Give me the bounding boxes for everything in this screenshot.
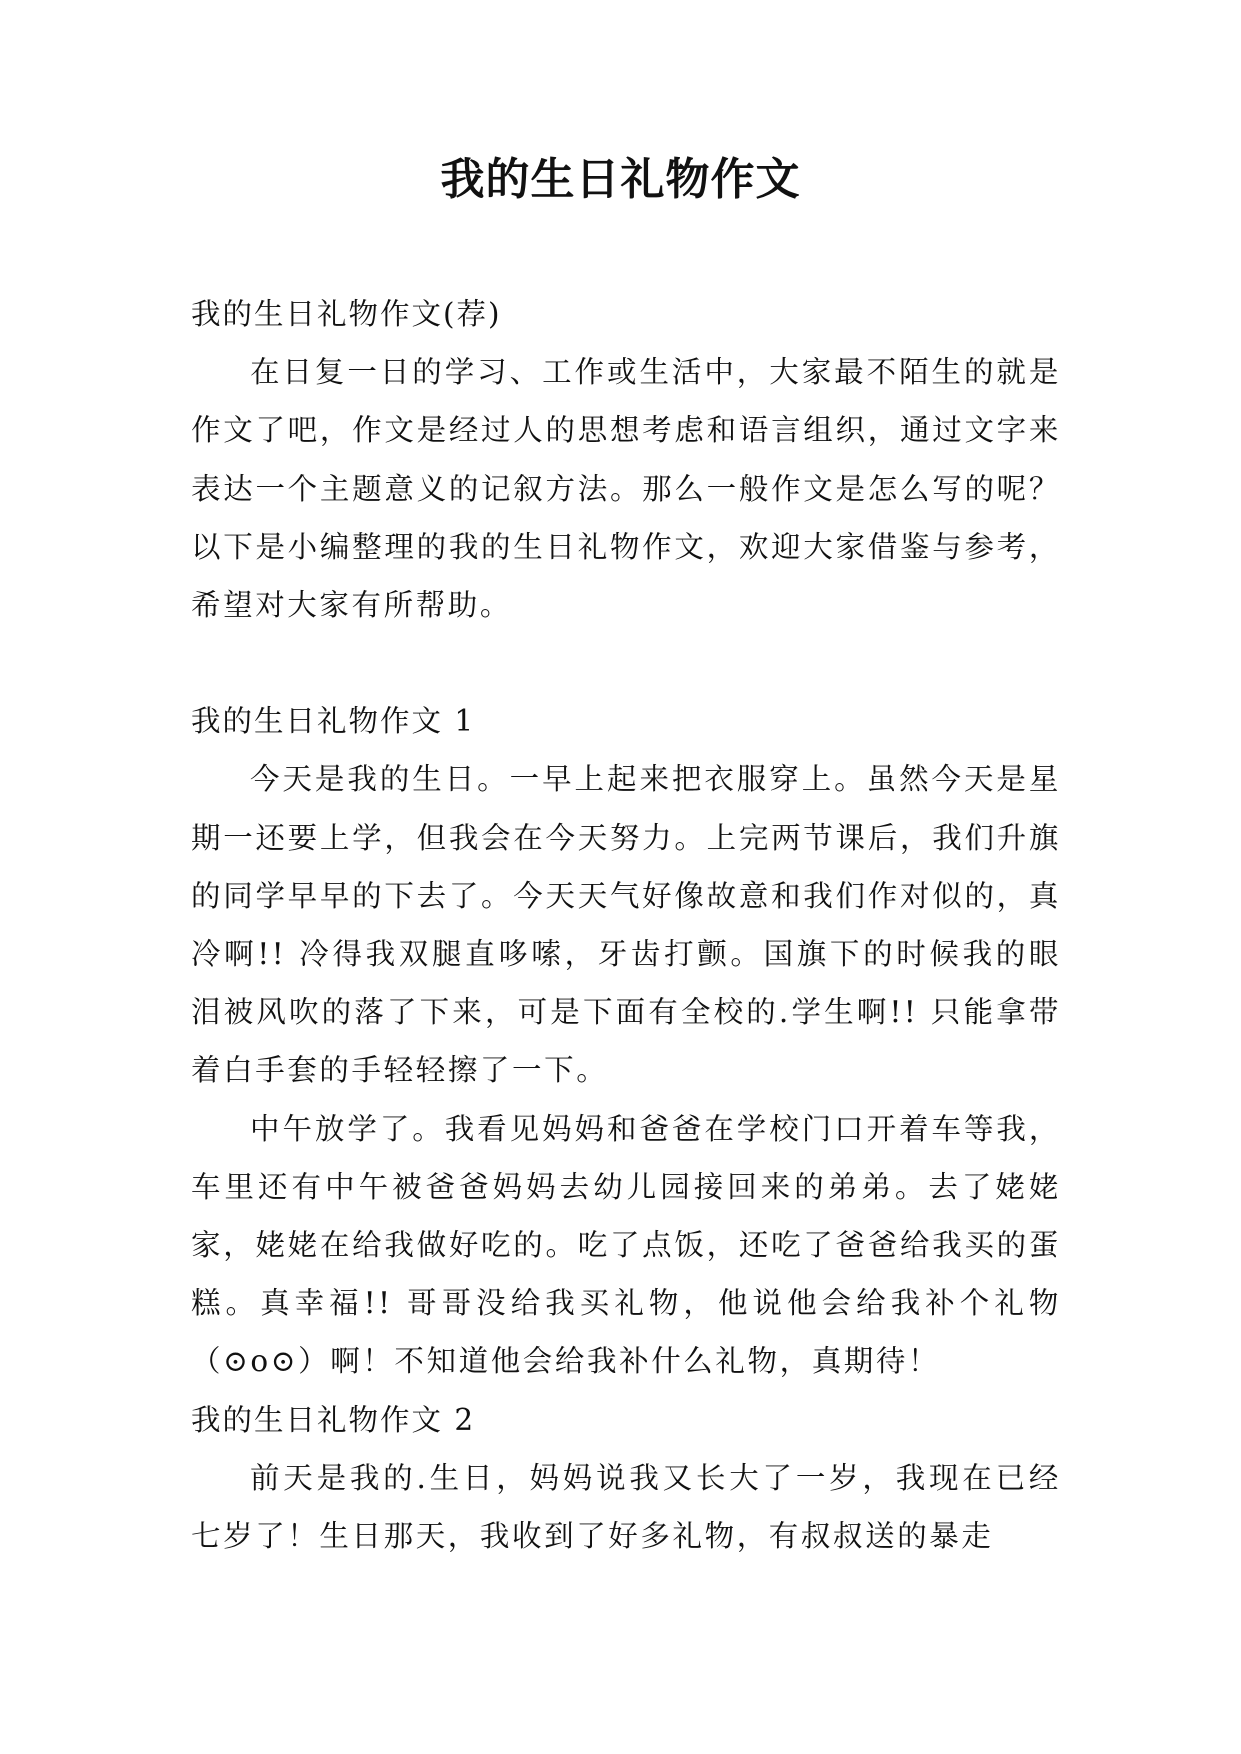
essay2-paragraph-1: 前天是我的.生日，妈妈说我又长大了一岁，我现在已经七岁了！生日那天，我收到了好多礼物，有叔叔送的暴走 <box>191 1460 1061 1554</box>
intro-paragraph: 在日复一日的学习、工作或生活中，大家最不陌生的就是作文了吧，作文是经过人的思想考虑和语言组织，通过文字来表达一个主题意义的记叙方法。那么一般作文是怎么写的呢？以下是小编整理的我的生日礼物作文，欢迎大家借鉴与参考，希望对大家有所帮助。 <box>191 355 1061 623</box>
essay1-paragraph-1: 今天是我的生日。一早上起来把衣服穿上。虽然今天是星期一还要上学，但我会在今天努力。上完两节课后，我们升旗的同学早早的下去了。今天天气好像故意和我们作对似的，真冷啊!! 冷得我双腿直哆嗦，牙齿打颤。国旗下的时候我的眼泪被风吹的落了下来，可是下面有全校的.学生啊!! 只能拿带着白手套的手轻轻擦了一下。 <box>191 762 1061 1088</box>
document-body <box>191 285 1061 1565</box>
document-title: 我的生日礼物作文 <box>440 154 801 205</box>
intro-heading: 我的生日礼物作文(荐) <box>191 297 502 331</box>
essay2-heading: 我的生日礼物作文 2 <box>191 1402 476 1437</box>
essay1-paragraph-2: 中午放学了。我看见妈妈和爸爸在学校门口开着车等我，车里还有中午被爸爸妈妈去幼儿园接回来的弟弟。去了姥姥家，姥姥在给我做好吃的。吃了点饭，还吃了爸爸给我买的蛋糕。真幸福!! 哥哥没给我买礼物，他说他会给我补个礼物（⊙o⊙）啊！不知道他会给我补什么礼物，真期待！ <box>191 1111 1061 1379</box>
essay1-heading: 我的生日礼物作文 1 <box>191 704 476 739</box>
section-spacer <box>191 634 1061 692</box>
